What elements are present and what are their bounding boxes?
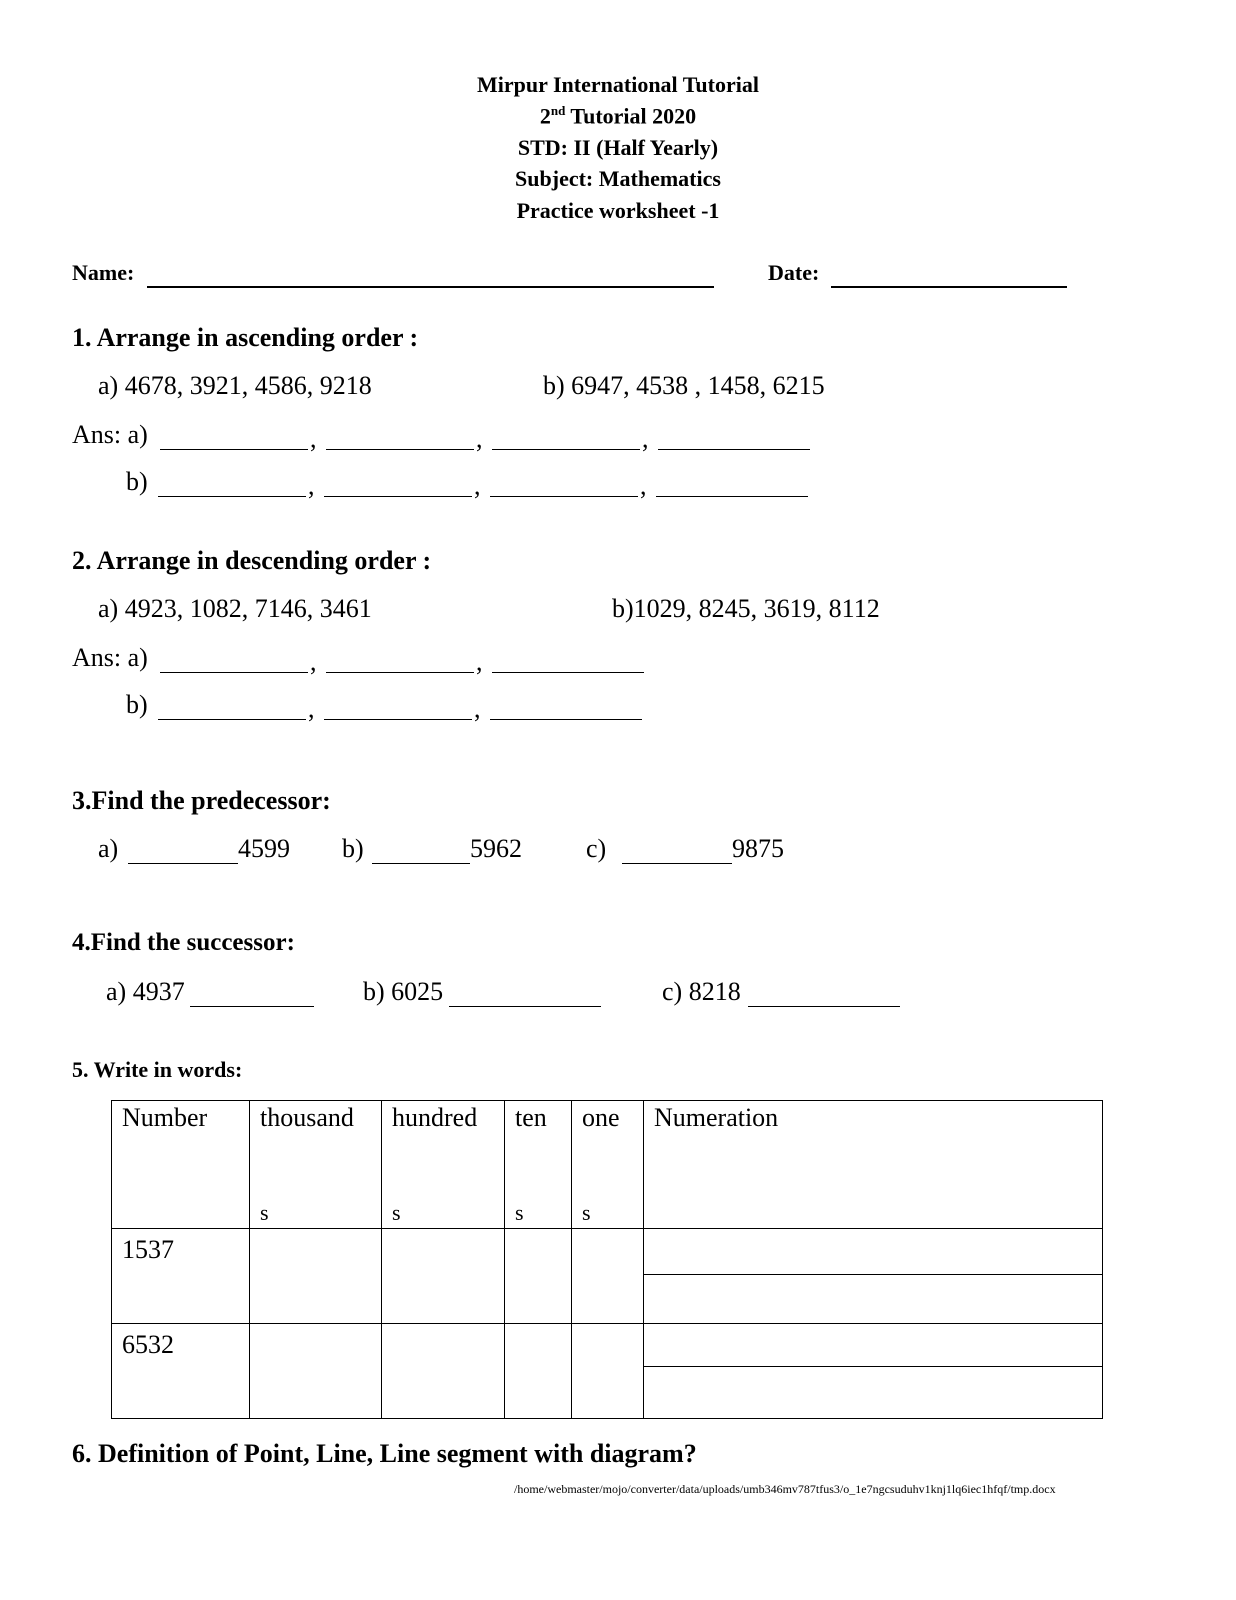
q2-ans-a-label: Ans: a) xyxy=(72,643,148,672)
q3-c-label: c) xyxy=(586,834,607,863)
q2-ans-b-label: b) xyxy=(126,690,148,719)
q2-title: 2. Arrange in descending order : xyxy=(72,546,432,575)
date-field[interactable] xyxy=(831,286,1067,288)
school-name: Mirpur International Tutorial xyxy=(477,72,759,97)
number-value: 6532 xyxy=(122,1330,174,1359)
tutorial-superscript: nd xyxy=(550,103,566,118)
row-divider xyxy=(644,1366,1102,1367)
q4-c-text: c) 8218 xyxy=(662,977,741,1006)
name-label: Name: xyxy=(72,260,135,285)
tutorial-number: 2 xyxy=(539,103,551,129)
q1-ans-b-blank-4[interactable] xyxy=(656,496,808,497)
number-value: 1537 xyxy=(122,1235,174,1264)
comma: , xyxy=(310,647,317,676)
q4-c-blank[interactable] xyxy=(748,1006,900,1007)
header-number-label: Number xyxy=(122,1103,208,1132)
q3-title: 3.Find the predecessor: xyxy=(72,786,331,815)
q2-ans-a-blank-2[interactable] xyxy=(326,672,474,673)
header-thousand-label: thousand xyxy=(260,1103,354,1132)
table-row xyxy=(112,1229,1103,1324)
comma: , xyxy=(474,694,481,723)
q3-b-label: b) xyxy=(342,834,364,863)
q4-a-text: a) 4937 xyxy=(106,977,185,1006)
plural-suffix: s xyxy=(392,1200,401,1225)
header-hundred-label: hundred xyxy=(392,1103,478,1132)
q1-ans-a-blank-3[interactable] xyxy=(492,449,640,450)
q1-ans-b-label: b) xyxy=(126,467,148,496)
header-numeration xyxy=(644,1101,1103,1229)
q3-b-blank[interactable] xyxy=(372,863,470,864)
q3-a-label: a) xyxy=(98,834,119,863)
q1-ans-a-blank-1[interactable] xyxy=(160,449,308,450)
q2-ans-b-blank-1[interactable] xyxy=(158,719,306,720)
q3-a-value: 4599 xyxy=(238,834,290,863)
table-header-row xyxy=(112,1101,1103,1229)
answer-cell[interactable] xyxy=(505,1229,572,1324)
numeration-cell[interactable] xyxy=(644,1324,1103,1419)
answer-cell[interactable] xyxy=(250,1229,382,1324)
answer-cell[interactable] xyxy=(382,1229,505,1324)
answer-cell[interactable] xyxy=(572,1324,644,1419)
q4-b-blank[interactable] xyxy=(449,1006,601,1007)
answer-cell[interactable] xyxy=(382,1324,505,1419)
q3-a-blank[interactable] xyxy=(128,863,238,864)
subject-line: Subject: Mathematics xyxy=(515,166,721,191)
plural-suffix: s xyxy=(515,1200,524,1225)
table-row xyxy=(112,1324,1103,1419)
place-value-table xyxy=(111,1100,1103,1419)
comma: , xyxy=(310,424,317,453)
comma: , xyxy=(474,471,481,500)
q2-set-b: b)1029, 8245, 3619, 8112 xyxy=(612,594,880,623)
q1-ans-a-label: Ans: a) xyxy=(72,420,148,449)
footer-file-path: /home/webmaster/mojo/converter/data/uploads/umb346mv787tfus3/o_1e7ngcsuduhv1knj1lq6iec1hfqf/tmp.docx xyxy=(514,1482,1056,1496)
header-hundreds xyxy=(382,1101,505,1229)
q5-title: 5. Write in words: xyxy=(72,1057,243,1082)
plural-suffix: s xyxy=(260,1200,269,1225)
q3-c-value: 9875 xyxy=(732,834,784,863)
q1-ans-a-blank-2[interactable] xyxy=(326,449,474,450)
row-divider xyxy=(644,1274,1102,1275)
header-thousands xyxy=(250,1101,382,1229)
answer-cell[interactable] xyxy=(250,1324,382,1419)
date-label: Date: xyxy=(768,260,820,285)
header-one-label: one xyxy=(582,1103,620,1132)
numeration-cell[interactable] xyxy=(644,1229,1103,1324)
header-number xyxy=(112,1101,250,1229)
tutorial-title xyxy=(0,103,1236,129)
plural-suffix: s xyxy=(582,1200,591,1225)
comma: , xyxy=(308,694,315,723)
q3-b-value: 5962 xyxy=(470,834,522,863)
q3-c-blank[interactable] xyxy=(622,863,732,864)
q4-title: 4.Find the successor: xyxy=(72,929,295,956)
header-tens xyxy=(505,1101,572,1229)
comma: , xyxy=(640,471,647,500)
q1-ans-b-blank-2[interactable] xyxy=(324,496,472,497)
worksheet-title: Practice worksheet -1 xyxy=(516,198,720,223)
comma: , xyxy=(476,647,483,676)
name-field[interactable] xyxy=(147,286,714,288)
comma: , xyxy=(642,424,649,453)
q1-ans-a-blank-4[interactable] xyxy=(658,449,810,450)
q2-set-a: a) 4923, 1082, 7146, 3461 xyxy=(98,594,372,623)
number-cell xyxy=(112,1229,250,1324)
comma: , xyxy=(308,471,315,500)
header-ten-label: ten xyxy=(515,1103,547,1132)
answer-cell[interactable] xyxy=(505,1324,572,1419)
header-numeration-label: Numeration xyxy=(654,1103,779,1132)
std-line: STD: II (Half Yearly) xyxy=(517,135,719,160)
tutorial-year: Tutorial 2020 xyxy=(565,103,697,129)
q2-ans-b-blank-2[interactable] xyxy=(324,719,472,720)
q2-ans-a-blank-3[interactable] xyxy=(492,672,644,673)
header-ones xyxy=(572,1101,644,1229)
q1-title: 1. Arrange in ascending order : xyxy=(72,323,419,352)
q4-a-blank[interactable] xyxy=(190,1006,314,1007)
q1-ans-b-blank-3[interactable] xyxy=(490,496,638,497)
q2-ans-b-blank-3[interactable] xyxy=(490,719,642,720)
answer-cell[interactable] xyxy=(572,1229,644,1324)
number-cell xyxy=(112,1324,250,1419)
q1-set-a: a) 4678, 3921, 4586, 9218 xyxy=(98,371,372,400)
q2-ans-a-blank-1[interactable] xyxy=(160,672,308,673)
q1-set-b: b) 6947, 4538 , 1458, 6215 xyxy=(543,371,825,400)
q4-b-text: b) 6025 xyxy=(363,977,444,1006)
q6-title: 6. Definition of Point, Line, Line segment with diagram? xyxy=(72,1439,697,1468)
comma: , xyxy=(476,424,483,453)
q1-ans-b-blank-1[interactable] xyxy=(158,496,306,497)
